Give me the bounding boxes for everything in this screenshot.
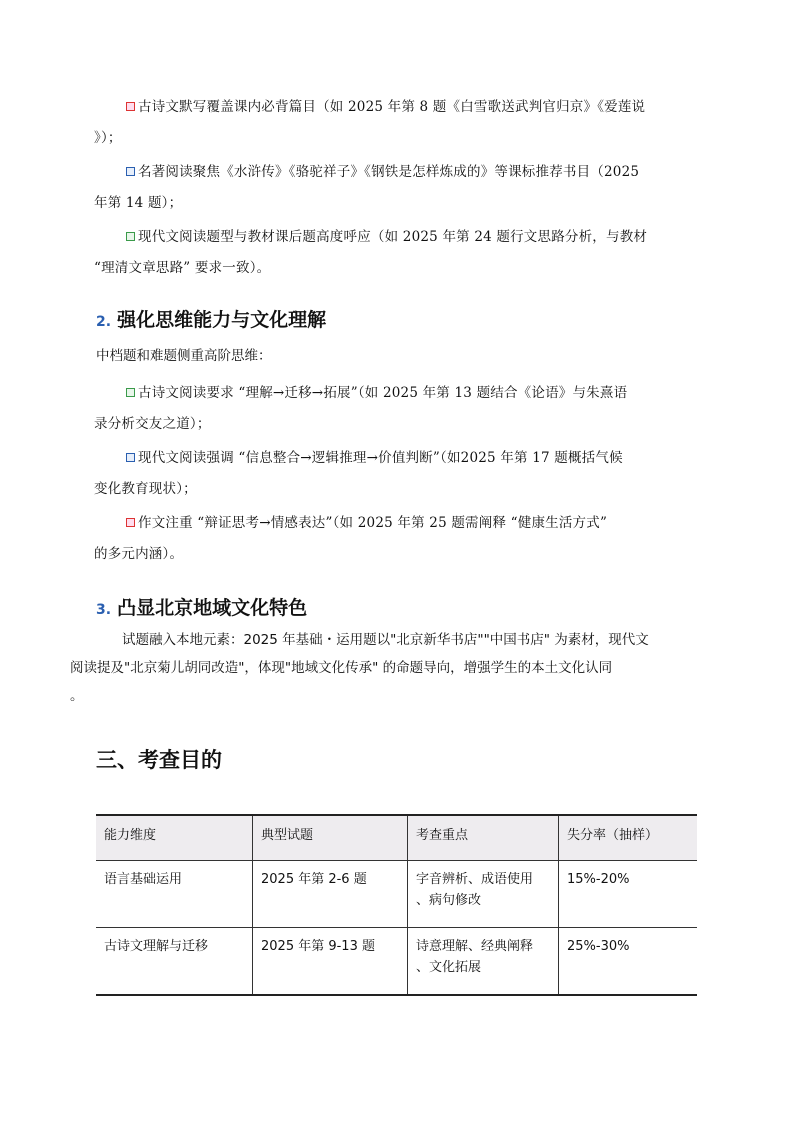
section-heading [96,305,326,332]
bullet-text: 名著阅读聚焦《水浒传》《骆驼祥子》《钢铁是怎样炼成的》等课标推荐书目（2025 [138,164,640,180]
section-title: 凸显北京地域文化特色 [117,597,308,619]
section-number: 2. [96,314,112,330]
table-header-row [96,815,697,861]
section-intro: 中档题和难题侧重高阶思维： [96,348,272,364]
chapter-heading: 三、考查目的 [96,748,222,772]
bullet-text: 现代文阅读题型与教材课后题高度呼应（如 2025 年第 24 题行文思路分析，与教材 [138,229,648,245]
bullet-item [94,378,696,440]
red-checkbox-bullet-icon [126,102,135,111]
rate-cell: 25%-30% [559,928,698,996]
red-checkbox-bullet-icon [126,518,135,527]
focus-cell [408,928,559,996]
header-cell: 失分率（抽样） [559,815,698,861]
bullet-text-cont: 的多元内涵）。 [94,546,184,562]
focus-line: 、病句修改 [416,893,482,908]
table-row [96,928,697,996]
section-title: 强化思维能力与文化理解 [117,309,327,331]
bullet-item [94,222,696,284]
body-line: 阅读提及"北京菊儿胡同改造"，体现"地域文化传承" 的命题导向，增强学生的本土文化认同 [70,660,613,676]
bullet-item [94,508,696,570]
focus-line: 诗意理解、经典阐释 [416,939,534,954]
section-heading [96,593,307,620]
dimension-cell: 语言基础运用 [96,861,253,928]
bullet-item [94,443,696,505]
green-checkbox-bullet-icon [126,388,135,397]
bullet-item [94,157,696,219]
bullet-text-cont: “理清文章思路” 要求一致）。 [94,260,271,276]
bullet-text: 古诗文阅读要求 “理解→迁移→拓展”（如 2025 年第 13 题结合《论语》与朱熹语 [138,385,628,401]
focus-cell [408,861,559,928]
assessment-table [96,814,697,996]
blue-checkbox-bullet-icon [126,453,135,462]
rate-cell: 15%-20% [559,861,698,928]
table-row [96,861,697,928]
bullet-text: 古诗文默写覆盖课内必背篇目（如 2025 年第 8 题《白雪歌送武判官归京》《爱莲说 [138,99,646,115]
blue-checkbox-bullet-icon [126,167,135,176]
body-line: 。 [70,688,84,704]
green-checkbox-bullet-icon [126,232,135,241]
section-body [70,626,696,710]
header-cell: 考查重点 [408,815,559,861]
header-cell: 能力维度 [96,815,253,861]
section-number: 3. [96,602,112,618]
bullet-text-cont: 录分析交友之道）； [94,416,211,432]
bullet-text: 作文注重 “辩证思考→情感表达”（如 2025 年第 25 题需阐释 “健康生活方式” [138,515,608,531]
item-cell: 2025 年第 2-6 题 [253,861,408,928]
bullet-text-cont: 》）； [94,130,122,146]
body-line: 试题融入本地元素：2025 年基础・运用题以"北京新华书店""中国书店" 为素材，现代文 [122,632,649,648]
bullet-text-cont: 年第 14 题）； [94,195,183,211]
bullet-text-cont: 变化教育现状）； [94,481,197,497]
bullet-item [94,92,696,154]
focus-line: 字音辨析、成语使用 [416,872,534,887]
focus-line: 、文化拓展 [416,960,482,975]
item-cell: 2025 年第 9-13 题 [253,928,408,996]
header-cell: 典型试题 [253,815,408,861]
bullet-text: 现代文阅读强调 “信息整合→逻辑推理→价值判断”（如2025 年第 17 题概括气候 [138,450,623,466]
dimension-cell: 古诗文理解与迁移 [96,928,253,996]
